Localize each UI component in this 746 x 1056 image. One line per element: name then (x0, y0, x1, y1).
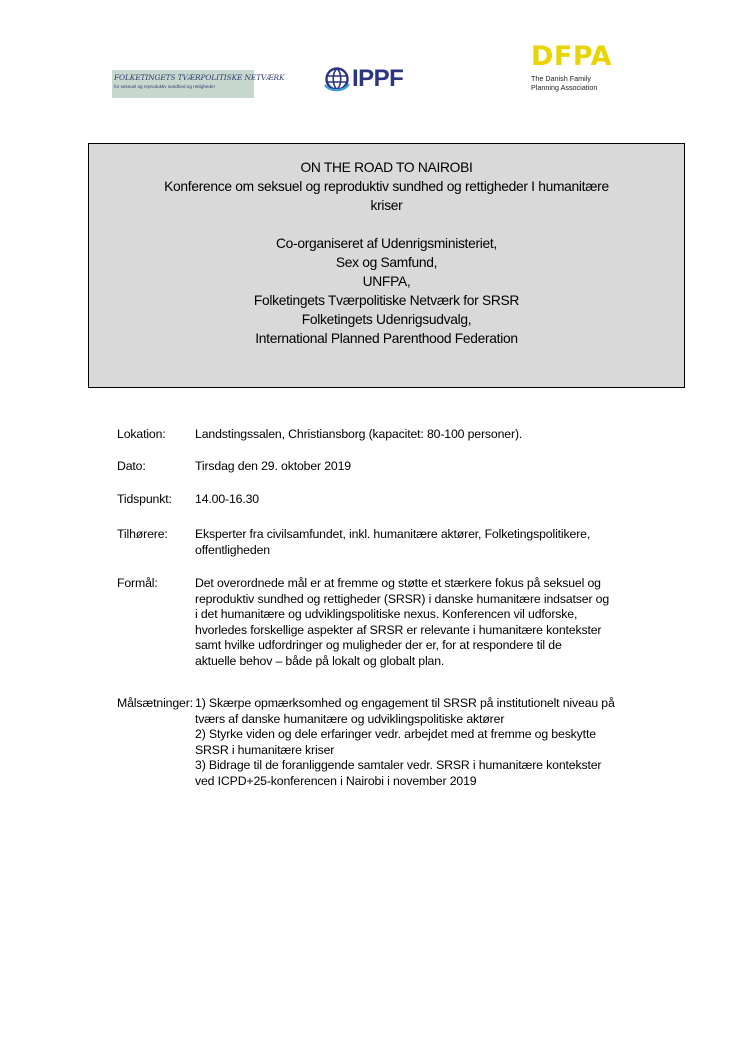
organizer-line: Folketingets Tværpolitiske Netværk for SRSR (253, 293, 520, 308)
detail-value-line: Det overordnede mål er at fremme og støtte et stærkere fokus på seksuel og (195, 576, 601, 590)
folketinget-logo-line1: FOLKETINGETS TVÆRPOLITISKE NETVÆRK (114, 73, 285, 82)
detail-label: Formål: (117, 576, 158, 590)
dfpa-logo (531, 42, 611, 92)
conference-subtitle-line2: kriser (370, 198, 403, 213)
detail-value-line: 3) Bidrage til de foranliggende samtaler vedr. SRSR i humanitære kontekster (195, 758, 602, 772)
conference-header-box (88, 143, 685, 388)
detail-value-line: 1) Skærpe opmærksomhed og engagement til SRSR på institutionelt niveau på (195, 696, 615, 710)
detail-value-line: ved ICPD+25-konferencen i Nairobi i november 2019 (195, 773, 477, 788)
conference-subtitle-line1: Konference om seksuel og reproduktiv sundhed og rettigheder I humanitære (164, 179, 609, 194)
detail-value-line: SRSR i humanitære kriser (195, 742, 335, 757)
detail-label: Målsætninger: (117, 696, 193, 710)
ippf-wordmark: IPPF (352, 65, 404, 92)
detail-label: Lokation: (117, 427, 166, 441)
detail-value-line: offentligheden (195, 542, 270, 557)
detail-label: Tidspunkt: (117, 492, 172, 506)
organizer-line: Co-organiseret af Udenrigsministeriet, (276, 236, 497, 251)
ippf-globe-icon (324, 65, 350, 93)
detail-value-line: tværs af danske humanitære og udviklingspolitiske aktører (195, 711, 505, 726)
detail-value-line: hvorledes forskellige aspekter af SRSR er relevante i humanitære kontekster (195, 622, 602, 637)
detail-value-line: aktuelle behov – både på lokalt og globalt plan. (195, 653, 445, 668)
detail-value-line: Tirsdag den 29. oktober 2019 (195, 459, 351, 473)
detail-value-line: Eksperter fra civilsamfundet, inkl. humanitære aktører, Folketingspolitikere, (195, 527, 591, 541)
detail-label: Dato: (117, 459, 146, 473)
organizer-line: UNFPA, (362, 274, 411, 289)
detail-value-line: i det humanitære og udviklingspolitiske nexus. Konferencen vil udforske, (195, 607, 578, 621)
organizer-line: Folketingets Udenrigsudvalg, (301, 312, 472, 327)
detail-label: Tilhørere: (117, 527, 168, 541)
folketinget-network-logo (112, 70, 285, 98)
organizer-line: International Planned Parenthood Federation (255, 331, 518, 346)
detail-value-line: Landstingssalen, Christiansborg (kapacitet: 80-100 personer). (195, 427, 523, 441)
ippf-logo (324, 62, 403, 96)
dfpa-subtitle-line2: Planning Association (531, 82, 598, 92)
detail-value-line: reproduktiv sundhed og rettigheder (SRSR) i danske humanitære indsatser og (195, 591, 610, 606)
conference-title: ON THE ROAD TO NAIROBI (300, 160, 473, 175)
organizer-line: Sex og Samfund, (335, 255, 438, 270)
detail-value-line: samt hvilke udfordringer og muligheder der er, for at respondere til de (195, 638, 562, 652)
folketinget-logo-line2: for seksuel og reproduktiv sundhed og rettigheder (114, 84, 216, 89)
dfpa-subtitle-line1: The Danish Family (531, 74, 591, 83)
detail-value-line: 2) Styrke viden og dele erfaringer vedr. arbejdet med at fremme og beskytte (195, 727, 596, 741)
dfpa-wordmark: DFPA (531, 41, 613, 72)
detail-value-line: 14.00-16.30 (195, 492, 259, 506)
